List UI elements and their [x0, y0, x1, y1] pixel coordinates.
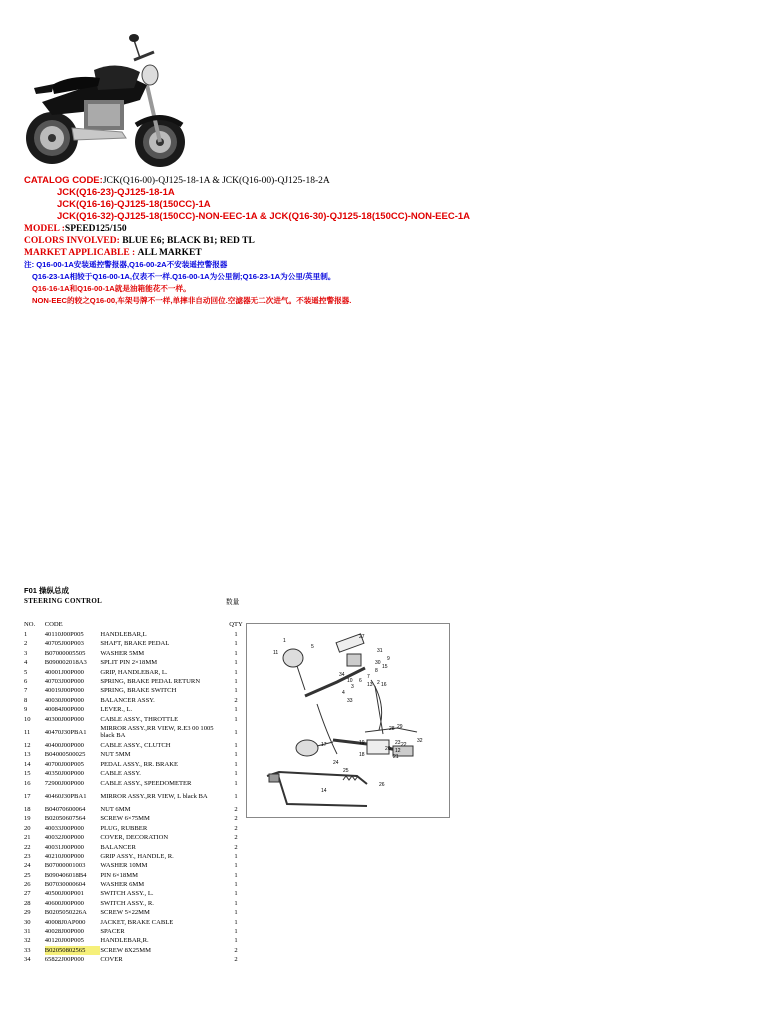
qty-cn-header: 数量 [226, 599, 240, 606]
cell-desc: CABLE ASSY. [100, 770, 141, 778]
cell-desc: GRIP, HANDLEBAR, L. [100, 668, 168, 676]
cell-qty: 1 [234, 760, 238, 768]
catalog-code-line-3: JCK(Q16-16)-QJ125-18(150CC)-1A [57, 199, 211, 210]
callout-number: 26 [379, 782, 385, 788]
cell-no: 32 [24, 937, 31, 945]
cell-no: 2 [24, 640, 28, 648]
cell-code: 40210J00P000 [44, 852, 84, 860]
cell-qty: 1 [234, 668, 238, 676]
cell-no: 6 [24, 678, 28, 686]
table-row [24, 814, 244, 823]
cell-qty: 1 [234, 871, 238, 879]
cell-qty: 1 [234, 792, 238, 800]
cell-code: B090406018B4 [44, 871, 87, 879]
model-line [24, 223, 127, 235]
table-row [24, 724, 244, 741]
cell-no: 15 [24, 770, 31, 778]
cell-no: 3 [24, 649, 28, 657]
cell-desc: SPRING, BRAKE PEDAL RETURN [100, 678, 201, 686]
catalog-code-label: CATALOG CODE: [24, 175, 103, 186]
cell-code: 40120J00P005 [44, 937, 84, 945]
cell-code: 40008J0AP000 [44, 918, 86, 926]
col-qty-header: QTY [229, 621, 243, 629]
table-row [24, 955, 244, 964]
cell-qty: 1 [234, 881, 238, 889]
callout-number: 14 [321, 788, 327, 794]
cell-code: 65822J00P000 [44, 956, 84, 964]
motorcycle-image [22, 30, 192, 175]
callout-number: 19 [359, 740, 365, 746]
catalog-code-value: JCK(Q16-00)-QJ125-18-1A & JCK(Q16-00)-QJ125-18-2A [102, 176, 330, 186]
cell-code: 72900J00P000 [44, 779, 84, 787]
market-line [24, 247, 202, 259]
cell-desc: PEDAL ASSY., RR. BRAKE [100, 760, 179, 768]
cell-desc: WASHER 5MM [100, 649, 145, 657]
callout-number: 20 [385, 746, 391, 752]
cell-code: 40030J00P000 [44, 696, 84, 704]
market-label: MARKET APPLICABLE : [24, 248, 136, 258]
table-row [24, 750, 244, 759]
cell-no: 19 [24, 815, 31, 823]
cell-qty: 1 [234, 862, 238, 870]
callout-number: 18 [359, 752, 365, 758]
cell-desc: JACKET, BRAKE CABLE [100, 918, 174, 926]
table-row [24, 769, 244, 778]
cell-qty: 1 [234, 631, 238, 639]
cell-code: 40350J00P000 [44, 770, 84, 778]
callout-number: 11 [273, 650, 279, 656]
cell-code: 40110J00P005 [44, 631, 84, 639]
callout-number: 25 [343, 768, 349, 774]
callout-number: 4 [342, 690, 345, 696]
model-value: SPEED125/150 [64, 224, 127, 234]
cell-qty: 1 [234, 899, 238, 907]
cell-no: 1 [24, 631, 28, 639]
callout-number: 31 [377, 648, 383, 654]
cell-qty: 1 [234, 909, 238, 917]
cell-desc: SCREW 5×22MM [100, 909, 150, 917]
cell-code: 40300J00P000 [44, 715, 84, 723]
cell-code: 40031J00P000 [44, 843, 84, 851]
table-row [24, 908, 244, 917]
market-value: ALL MARKET [137, 248, 202, 258]
cell-desc: HANDLEBAR,L [100, 631, 147, 639]
cell-qty: 1 [234, 640, 238, 648]
callout-number: 17 [321, 742, 327, 748]
cell-desc: HANDLEBAR,R. [100, 937, 149, 945]
catalog-code-line-2: JCK(Q16-23)-QJ125-18-1A [57, 187, 175, 198]
table-row [24, 788, 244, 805]
table-row [24, 833, 244, 842]
cell-qty: 1 [234, 659, 238, 667]
cell-desc: NUT 6MM [100, 805, 131, 813]
cell-qty: 1 [234, 852, 238, 860]
cell-code: 40705J00P003 [44, 640, 84, 648]
callout-number: 24 [333, 760, 339, 766]
cell-qty: 2 [234, 834, 238, 842]
cell-qty: 1 [234, 687, 238, 695]
cell-desc: SHAFT, BRAKE PEDAL [100, 640, 170, 648]
cell-qty: 2 [234, 843, 238, 851]
cell-desc: NUT 5MM [100, 751, 131, 759]
table-row [24, 927, 244, 936]
table-row [24, 805, 244, 814]
cell-desc: COVER [100, 956, 123, 964]
cell-qty: 2 [234, 696, 238, 704]
cell-desc: SPRING, BRAKE SWITCH [100, 687, 177, 695]
cell-code: 40400J00P000 [44, 742, 84, 749]
callout-number: 5 [311, 644, 314, 650]
cell-qty: 1 [234, 678, 238, 686]
table-header-row [24, 620, 244, 630]
callout-number: 7 [367, 674, 370, 680]
col-desc-header [100, 620, 228, 630]
cell-qty: 1 [234, 937, 238, 945]
callout-number: 30 [375, 660, 381, 666]
cell-qty: 1 [234, 928, 238, 936]
cell-code: 40460J30PBA1 [44, 792, 87, 800]
cell-code: 40019J00P000 [44, 687, 84, 695]
cell-qty: 2 [234, 824, 238, 832]
colors-line [24, 235, 255, 247]
cell-desc: WASHER 6MM [100, 881, 145, 889]
cell-qty: 1 [234, 649, 238, 657]
cell-qty: 1 [234, 890, 238, 898]
cell-no: 4 [24, 659, 28, 667]
cell-code: B0205050226A [44, 909, 87, 917]
cell-desc: WASHER 10MM [100, 862, 148, 870]
cell-no: 33 [24, 946, 31, 954]
callout-number: 29 [397, 724, 403, 730]
cell-code: 40470J30PBA1 [44, 728, 87, 736]
note-2: Q16-23-1A相较于Q16-00-1A,仅表不一样.Q16-00-1A为公里制;Q16-23-1A为公里/英里制。 [32, 272, 336, 281]
cell-no: 27 [24, 890, 31, 898]
callout-number: 9 [387, 656, 390, 662]
table-row [24, 658, 244, 667]
table-row [24, 880, 244, 889]
cell-qty: 1 [234, 728, 238, 736]
callout-number: 15 [382, 664, 388, 670]
callout-number: 16 [381, 682, 387, 688]
table-row [24, 852, 244, 861]
colors-label: COLORS INVOLVED: [24, 236, 120, 246]
table-row [24, 715, 244, 724]
cell-no: 34 [24, 956, 31, 964]
table-row [24, 668, 244, 677]
callout-number: 33 [347, 698, 353, 704]
cell-no: 9 [24, 706, 28, 714]
cell-no: 29 [24, 909, 31, 917]
cell-desc: MIRROR ASSY.,RR VIEW, R.E3 00 1005 black BA [100, 725, 214, 740]
cell-no: 12 [24, 742, 31, 749]
table-row [24, 696, 244, 705]
cell-desc: SWITCH ASSY., L. [100, 890, 154, 898]
callout-number: 13 [367, 682, 373, 688]
cell-code: 40703J00P000 [44, 678, 84, 686]
callout-number: 22 [401, 742, 407, 748]
cell-code: 40032J00P000 [44, 834, 84, 842]
cell-qty: 1 [234, 770, 238, 778]
note-3: Q16-16-1A和Q16-00-1A就是油箱能花不一样。 [32, 284, 191, 293]
cell-code: B07030000604 [44, 881, 86, 889]
table-row [24, 649, 244, 658]
cell-code: B04000500025 [44, 751, 86, 759]
cell-desc: SPLIT PIN 2×18MM [100, 659, 158, 667]
cell-code: 40600J00P000 [44, 899, 84, 907]
cell-no: 18 [24, 805, 31, 813]
cell-code: B02050607564 [44, 815, 86, 823]
cell-no: 22 [24, 843, 31, 851]
cell-code: B02050802565 [45, 946, 101, 955]
colors-value: BLUE E6; BLACK B1; RED TL [122, 236, 255, 246]
cell-qty: 1 [234, 706, 238, 714]
cell-qty: 1 [234, 742, 238, 749]
table-row [24, 889, 244, 898]
callout-number: 6 [359, 678, 362, 684]
cell-code: B07000001003 [44, 862, 86, 870]
cell-code: B090002018A3 [44, 659, 87, 667]
cell-qty: 2 [234, 946, 238, 954]
table-row [24, 760, 244, 769]
section-title: F01 操纵总成 [24, 586, 70, 595]
cell-no: 14 [24, 760, 31, 768]
callout-number: 1 [283, 638, 286, 644]
callout-number: 8 [375, 668, 378, 674]
callout-number: 12 [395, 748, 401, 754]
cell-desc: COVER, DECORATION [100, 834, 169, 842]
cell-code: 40033J00P000 [44, 824, 84, 832]
cell-qty: 2 [234, 956, 238, 964]
table-row [24, 824, 244, 833]
cell-code: 40700J00P005 [44, 760, 84, 768]
table-row [24, 899, 244, 908]
cell-code: 40001J00P000 [44, 668, 84, 676]
table-row [24, 686, 244, 695]
cell-qty: 1 [234, 779, 238, 787]
col-no-header: NO. [24, 621, 36, 629]
callout-number: 3 [351, 684, 354, 690]
table-row [24, 639, 244, 648]
cell-no: 11 [24, 728, 31, 736]
table-row [24, 871, 244, 880]
table-row [24, 705, 244, 714]
table-row [24, 778, 244, 787]
col-code-header: CODE [44, 621, 63, 629]
cell-code: 40500J00P001 [44, 890, 84, 898]
cell-no: 16 [24, 779, 31, 787]
cell-no: 30 [24, 918, 31, 926]
table-row [24, 918, 244, 927]
cell-code: B04070600064 [44, 805, 86, 813]
cell-no: 17 [24, 792, 31, 800]
table-row [24, 677, 244, 686]
cell-desc: SPACER [100, 928, 125, 936]
cell-desc: CABLE ASSY., THROTTLE [100, 715, 179, 723]
callout-number: 32 [417, 738, 423, 744]
cell-qty: 1 [234, 918, 238, 926]
catalog-code-line-4: JCK(Q16-32)-QJ125-18(150CC)-NON-EEC-1A & JCK(Q16-30)-QJ125-18(150CC)-NON-EEC-1A [57, 211, 471, 222]
section-subtitle: STEERING CONTROL [24, 597, 103, 605]
cell-no: 8 [24, 696, 28, 704]
cell-qty: 2 [234, 815, 238, 823]
callout-number: 34 [339, 672, 345, 678]
table-row [24, 946, 244, 955]
cell-desc: MIRROR ASSY.,RR VIEW, L black BA [100, 792, 208, 800]
cell-no: 25 [24, 871, 31, 879]
cell-no: 31 [24, 928, 31, 936]
cell-desc: CABLE ASSY., SPEEDOMETER [100, 779, 192, 787]
cell-desc: PIN 6×18MM [100, 871, 138, 879]
cell-no: 7 [24, 687, 28, 695]
note-1: 注: Q16-00-1A安装遥控警报器,Q16-00-2A不安装遥控警报器 [24, 260, 228, 269]
table-row [24, 630, 244, 639]
cell-no: 28 [24, 899, 31, 907]
cell-desc: GRIP ASSY., HANDLE, R. [100, 852, 174, 860]
cell-desc: BALANCER [100, 843, 136, 851]
cell-qty: 2 [234, 805, 238, 813]
catalog-code-line [24, 175, 330, 187]
cell-no: 26 [24, 881, 31, 889]
parts-table [24, 620, 244, 965]
table-row [24, 861, 244, 870]
callout-number: 23 [395, 740, 401, 746]
cell-qty: 1 [234, 715, 238, 723]
cell-desc: SCREW 6×75MM [100, 815, 150, 823]
table-row [24, 936, 244, 945]
table-row [24, 842, 244, 851]
steering-control-diagram [246, 623, 450, 818]
cell-desc: SWITCH ASSY., R. [100, 899, 154, 907]
cell-desc: CABLE ASSY., CLUTCH [100, 742, 171, 749]
cell-code: B07000005505 [44, 649, 86, 657]
callout-number: 27 [359, 634, 365, 640]
cell-qty: 1 [234, 751, 238, 759]
cell-desc: PLUG, RUBBER [100, 824, 148, 832]
cell-no: 21 [24, 834, 31, 842]
cell-code: 40084J00P000 [44, 706, 84, 714]
callout-number: 28 [389, 726, 395, 732]
cell-code: 40028J00P000 [44, 928, 84, 936]
cell-desc: SCREW 8X25MM [100, 946, 151, 954]
callout-number: 10 [347, 678, 353, 684]
cell-no: 13 [24, 751, 31, 759]
cell-no: 5 [24, 668, 28, 676]
cell-no: 23 [24, 852, 31, 860]
callout-number: 2 [377, 680, 380, 686]
cell-no: 24 [24, 862, 31, 870]
callout-number: 21 [393, 754, 399, 760]
parts-list [24, 585, 244, 964]
cell-desc: BALANCER ASSY. [100, 696, 155, 704]
model-label: MODEL : [24, 224, 65, 234]
cell-no: 10 [24, 715, 31, 723]
cell-desc: LEVER., L. [100, 706, 133, 714]
table-row [24, 741, 244, 750]
note-4: NON-EEC的较之Q16-00,车架号牌不一样,单摔非自动回位.空滤器无二次进气。不装遥控警报器. [32, 296, 352, 305]
cell-no: 20 [24, 824, 31, 832]
